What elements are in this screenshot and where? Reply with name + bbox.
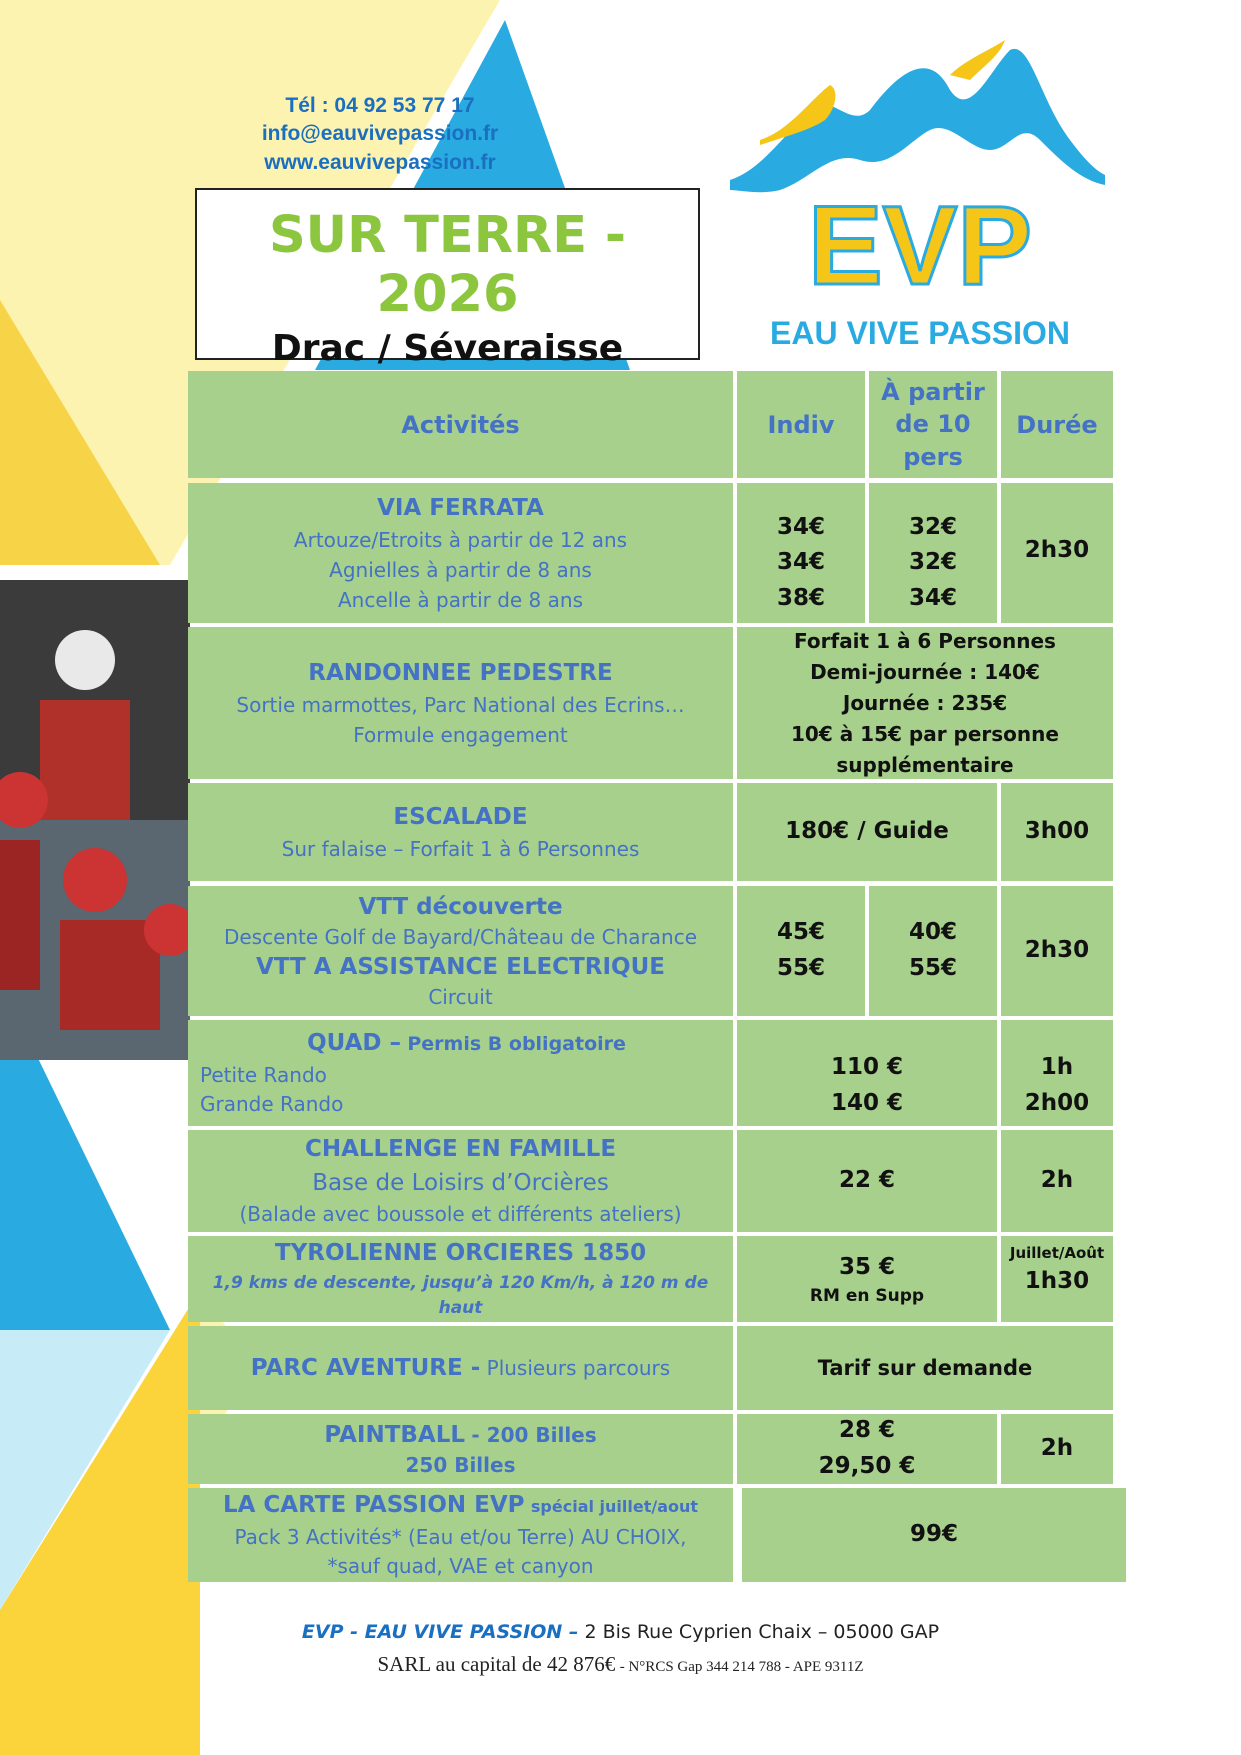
vae-line1: Circuit bbox=[428, 985, 493, 1010]
carte-title-line bbox=[223, 1489, 698, 1522]
vtt-title: VTT découverte bbox=[358, 893, 563, 920]
footer-address: 2 Bis Rue Cyprien Chaix – 05000 GAP bbox=[584, 1621, 940, 1643]
tyrolienne-price-note: RM en Supp bbox=[809, 1286, 925, 1307]
challenge-price bbox=[737, 1130, 997, 1232]
vtt-indiv-2: 55€ bbox=[776, 955, 825, 981]
row-tyrolienne-activity bbox=[188, 1236, 733, 1322]
parc-price-value: Tarif sur demande bbox=[817, 1355, 1033, 1380]
email-link[interactable]: info@eauvivepassion.fr bbox=[261, 122, 499, 145]
carte-note: spécial juillet/aout bbox=[530, 1497, 699, 1517]
header-group bbox=[869, 371, 997, 478]
row-quad-activity bbox=[188, 1020, 733, 1126]
tyrolienne-duration-note: Juillet/Août bbox=[1009, 1244, 1105, 1262]
vtt-group bbox=[869, 886, 997, 1016]
escalade-line1: Sur falaise – Forfait 1 à 6 Personnes bbox=[281, 837, 640, 862]
quad-duration-2: 2h00 bbox=[1024, 1090, 1090, 1116]
randonnee-price-line3: Journée : 235€ bbox=[842, 690, 1008, 715]
via-ferrata-group bbox=[869, 483, 997, 623]
quad-price-1: 110 € bbox=[830, 1054, 904, 1081]
header-activities bbox=[188, 371, 733, 478]
carte-line2: *sauf quad, VAE et canyon bbox=[327, 1553, 594, 1578]
challenge-line1: Base de Loisirs d’Orcières bbox=[312, 1169, 609, 1196]
paintball-title: PAINTBALL bbox=[324, 1421, 466, 1448]
phone-number: Tél : 04 92 53 77 17 bbox=[285, 94, 475, 117]
quad-duration-1: 1h bbox=[1040, 1054, 1074, 1081]
via-ferrata-line3: Ancelle à partir de 8 ans bbox=[338, 588, 583, 613]
header-group-line2: de 10 bbox=[895, 410, 971, 439]
tyrolienne-price-value: 35 € bbox=[838, 1253, 896, 1280]
paintball-suffix: - 200 Billes bbox=[471, 1422, 597, 1447]
paintball-duration bbox=[1001, 1414, 1113, 1484]
footer-company: EVP - EAU VIVE PASSION – bbox=[301, 1621, 579, 1643]
randonnee-line1: Sortie marmottes, Parc National des Ecrins… bbox=[236, 693, 685, 718]
challenge-title: CHALLENGE EN FAMILLE bbox=[304, 1136, 617, 1163]
quad-title-line bbox=[307, 1027, 626, 1060]
website-link[interactable]: www.eauvivepassion.fr bbox=[264, 151, 496, 174]
vtt-group-2: 55€ bbox=[908, 955, 957, 981]
row-paintball-activity bbox=[188, 1414, 733, 1484]
via-ferrata-indiv-3: 38€ bbox=[776, 584, 825, 611]
randonnee-price-line4: 10€ à 15€ par personne bbox=[791, 721, 1059, 746]
row-randonnee-activity bbox=[188, 627, 733, 779]
randonnee-price bbox=[737, 627, 1113, 779]
randonnee-price-line2: Demi-journée : 140€ bbox=[810, 659, 1040, 684]
row-parc-activity bbox=[188, 1326, 733, 1410]
header-indiv-label: Indiv bbox=[767, 410, 835, 439]
quad-line2: Grande Rando bbox=[200, 1091, 344, 1116]
challenge-duration bbox=[1001, 1130, 1113, 1232]
randonnee-title: RANDONNEE PEDESTRE bbox=[308, 659, 613, 686]
via-ferrata-group-1: 32€ bbox=[908, 513, 957, 540]
vtt-line1: Descente Golf de Bayard/Château de Charance bbox=[223, 925, 698, 949]
row-via-ferrata-activity bbox=[188, 483, 733, 623]
header-group-line3: pers bbox=[903, 442, 963, 471]
quad-line1: Petite Rando bbox=[200, 1062, 327, 1087]
escalade-title: ESCALADE bbox=[393, 803, 528, 830]
footer-sarl: SARL au capital de 42 876€ bbox=[377, 1652, 616, 1676]
row-challenge-activity bbox=[188, 1130, 733, 1232]
parc-price bbox=[737, 1326, 1113, 1410]
escalade-duration bbox=[1001, 783, 1113, 881]
evp-logo bbox=[700, 30, 1140, 360]
escalade-price bbox=[737, 783, 997, 881]
randonnee-price-line1: Forfait 1 à 6 Personnes bbox=[794, 628, 1056, 653]
vtt-group-1: 40€ bbox=[908, 919, 957, 946]
quad-title: QUAD – bbox=[307, 1030, 402, 1057]
vtt-indiv bbox=[737, 886, 865, 1016]
carte-line1: Pack 3 Activités* (Eau et/ou Terre) AU CHOIX, bbox=[234, 1524, 687, 1549]
via-ferrata-group-2: 32€ bbox=[908, 549, 957, 576]
tyrolienne-line1: 1,9 kms de descente, jusqu’à 120 Km/h, à 120 m de haut bbox=[212, 1272, 709, 1319]
escalade-price-value: 180€ / Guide bbox=[785, 818, 949, 845]
page-title: SUR TERRE - 2026 bbox=[268, 206, 627, 324]
randonnee-price-line5: supplémentaire bbox=[836, 752, 1014, 777]
paintball-title-line bbox=[324, 1419, 596, 1451]
challenge-duration-value: 2h bbox=[1040, 1167, 1074, 1194]
footer-legal-line bbox=[0, 1652, 1241, 1677]
row-carte-activity bbox=[188, 1488, 733, 1582]
logo-letters: EVP bbox=[807, 183, 1033, 308]
quad-price-2: 140 € bbox=[830, 1090, 904, 1116]
quad-note: Permis B obligatoire bbox=[407, 1033, 626, 1056]
quad-price bbox=[737, 1020, 997, 1126]
header-indiv bbox=[737, 371, 865, 478]
parc-title-line bbox=[251, 1351, 670, 1386]
quad-duration bbox=[1001, 1020, 1113, 1126]
header-group-line1: À partir bbox=[881, 377, 985, 406]
header-activities-label: Activités bbox=[401, 410, 520, 439]
escalade-duration-value: 3h00 bbox=[1024, 818, 1090, 845]
via-ferrata-duration bbox=[1001, 483, 1113, 623]
via-ferrata-title: VIA FERRATA bbox=[377, 494, 544, 521]
tyrolienne-title: TYROLIENNE ORCIERES 1850 bbox=[274, 1240, 647, 1267]
row-escalade-activity bbox=[188, 783, 733, 881]
title-box bbox=[195, 188, 700, 369]
paintball-price-1: 28 € bbox=[838, 1417, 896, 1444]
vae-title: VTT A ASSISTANCE ELECTRIQUE bbox=[256, 954, 665, 980]
paintball-price-2: 29,50 € bbox=[818, 1453, 916, 1479]
tyrolienne-duration-value: 1h30 bbox=[1024, 1267, 1090, 1294]
header-duration-label: Durée bbox=[1016, 410, 1098, 439]
carte-price-value: 99€ bbox=[909, 1521, 958, 1548]
via-ferrata-group-3: 34€ bbox=[908, 584, 957, 611]
logo-name: EAU VIVE PASSION bbox=[770, 315, 1070, 351]
via-ferrata-indiv-2: 34€ bbox=[776, 549, 825, 576]
parc-line1: Plusieurs parcours bbox=[486, 1355, 671, 1380]
carte-price bbox=[742, 1488, 1126, 1582]
via-ferrata-indiv bbox=[737, 483, 865, 623]
challenge-price-value: 22 € bbox=[838, 1167, 896, 1194]
via-ferrata-line1: Artouze/Etroits à partir de 12 ans bbox=[293, 528, 628, 553]
page-subtitle: Drac / Séveraisse bbox=[271, 328, 624, 369]
challenge-line2: (Balade avec boussole et différents ateliers) bbox=[239, 1201, 682, 1226]
via-ferrata-indiv-1: 34€ bbox=[776, 513, 825, 540]
randonnee-line2: Formule engagement bbox=[353, 723, 568, 748]
paintball-price bbox=[737, 1414, 997, 1484]
vtt-indiv-1: 45€ bbox=[776, 919, 825, 946]
row-vtt-activity bbox=[188, 886, 733, 1016]
vtt-duration bbox=[1001, 886, 1113, 1016]
via-ferrata-line2: Agnielles à partir de 8 ans bbox=[329, 558, 592, 583]
vtt-duration-value: 2h30 bbox=[1024, 937, 1090, 964]
header-duration bbox=[1001, 371, 1113, 478]
tyrolienne-duration bbox=[1001, 1236, 1113, 1322]
footer-rcs: - N°RCS Gap 344 214 788 - APE 9311Z bbox=[619, 1659, 864, 1675]
via-ferrata-duration-value: 2h30 bbox=[1024, 537, 1090, 563]
rafting-photo bbox=[0, 580, 196, 1060]
carte-title: LA CARTE PASSION EVP bbox=[222, 1492, 525, 1519]
parc-title: PARC AVENTURE - bbox=[250, 1354, 481, 1381]
tyrolienne-price bbox=[737, 1236, 997, 1322]
paintball-duration-value: 2h bbox=[1040, 1435, 1074, 1462]
paintball-line1: 250 Billes bbox=[405, 1453, 516, 1478]
footer-address-line bbox=[0, 1621, 1241, 1643]
